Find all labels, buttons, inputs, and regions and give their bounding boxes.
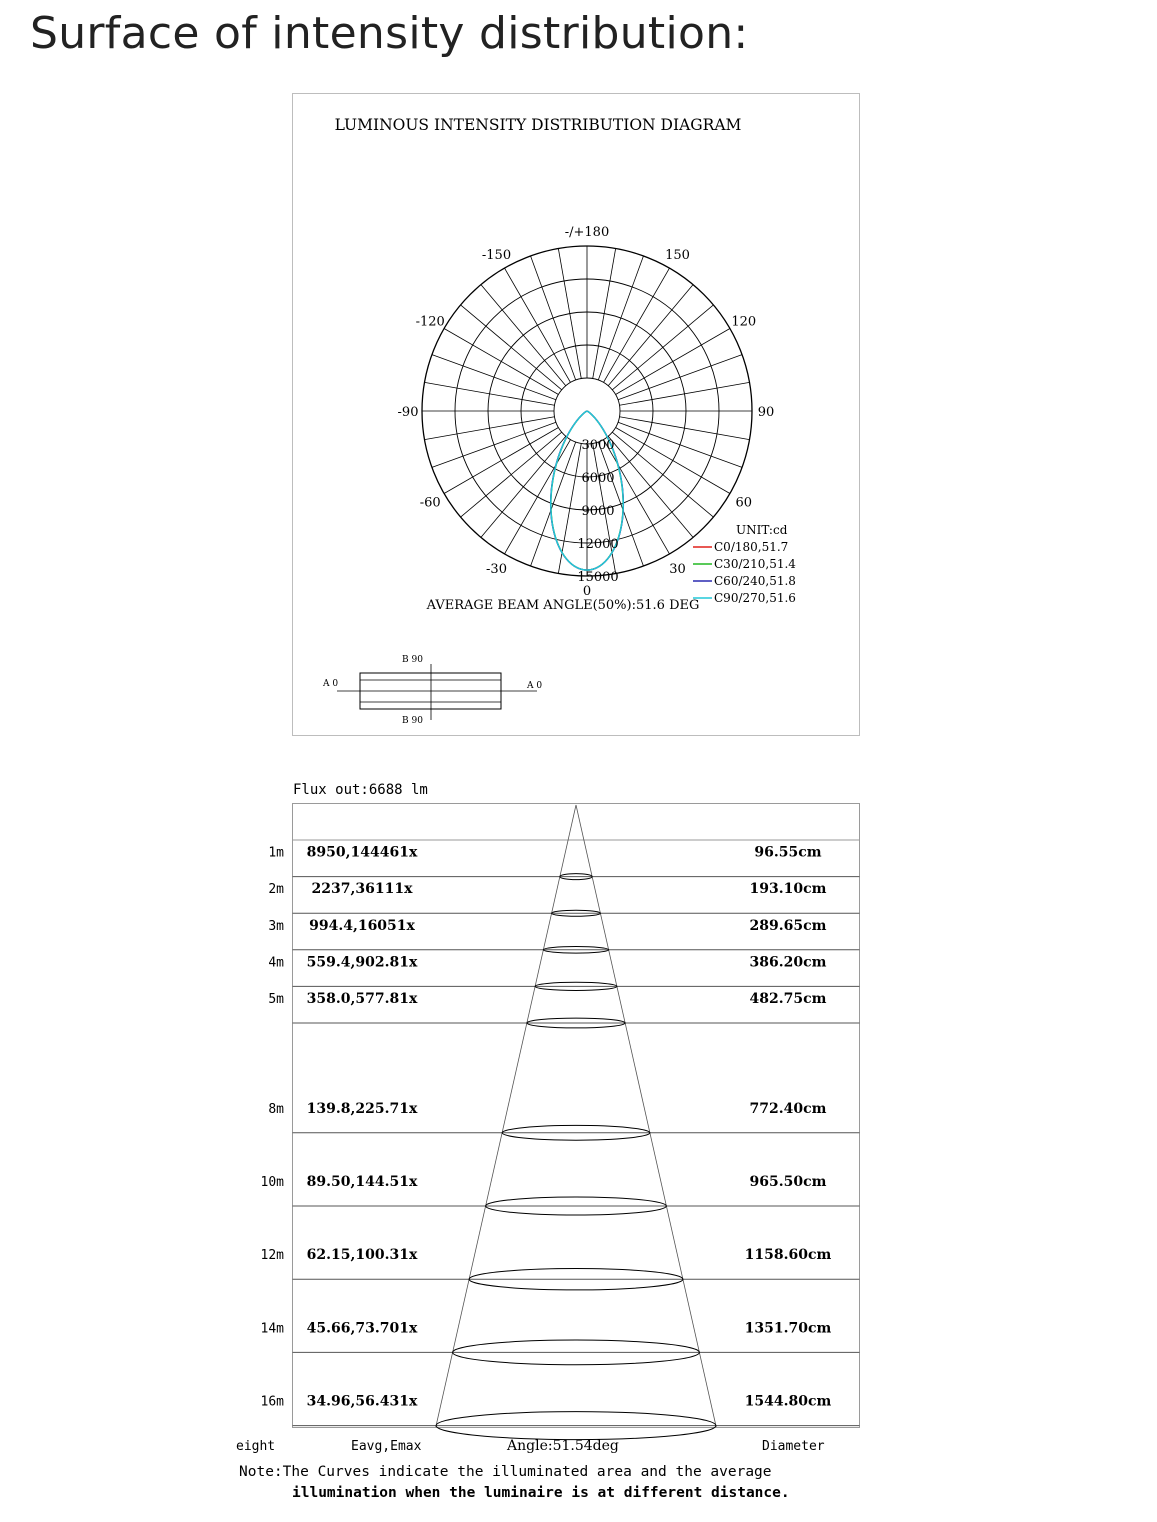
footer-height-label: eight xyxy=(236,1439,276,1454)
polar-spoke xyxy=(612,305,713,390)
table-row-height: 2m xyxy=(268,882,284,898)
table-row-height: 1m xyxy=(268,845,284,861)
table-row-height: 3m xyxy=(268,918,284,934)
polar-angle-label: 150 xyxy=(665,248,690,264)
table-row-height: 8m xyxy=(268,1101,284,1117)
table-row-illuminance: 2237,36111x xyxy=(311,881,413,898)
polar-angle-label: 60 xyxy=(735,495,753,511)
polar-spoke xyxy=(558,249,581,379)
polar-spoke xyxy=(461,432,562,517)
table-row-illuminance: 8950,144461x xyxy=(306,844,418,861)
legend-entry: C90/270,51.6 xyxy=(714,591,796,605)
polar-angle-label: -60 xyxy=(419,495,441,511)
page-title: Surface of intensity distribution: xyxy=(30,8,749,59)
cone-edge-right xyxy=(576,805,716,1427)
table-row-illuminance: 89.50,144.51x xyxy=(306,1174,418,1190)
polar-spoke xyxy=(425,382,555,405)
polar-angle-label: 30 xyxy=(669,561,686,577)
table-row-height: 10m xyxy=(260,1175,284,1190)
polar-spoke xyxy=(558,443,581,573)
note-line-2: illumination when the luminaire is at different distance. xyxy=(292,1485,790,1501)
polar-angle-label: -150 xyxy=(481,248,512,264)
polar-spoke xyxy=(481,285,566,386)
polar-spoke xyxy=(604,268,670,382)
polar-radial-tick: 3000 xyxy=(581,438,615,453)
table-row-height: 12m xyxy=(260,1248,284,1264)
polar-spoke xyxy=(531,256,576,380)
unit-label: UNIT:cd xyxy=(736,523,788,537)
polar-spoke xyxy=(608,285,693,386)
polar-radial-tick: 9000 xyxy=(581,504,615,519)
polar-title: LUMINOUS INTENSITY DISTRIBUTION DIAGRAM xyxy=(334,116,742,134)
b90-top-label: B 90 xyxy=(402,655,423,665)
polar-angle-label: -30 xyxy=(486,561,507,577)
flux-out-label: Flux out:6688 lm xyxy=(293,782,428,798)
polar-frame xyxy=(293,94,860,736)
polar-spoke xyxy=(505,440,571,554)
table-row-illuminance: 34.96,56.431x xyxy=(306,1393,418,1410)
polar-spoke xyxy=(444,428,558,494)
beam-angle-text: AVERAGE BEAM ANGLE(50%):51.6 DEG xyxy=(426,598,700,613)
polar-spoke xyxy=(616,329,730,395)
table-row-height: 4m xyxy=(268,955,284,971)
table-row-illuminance: 62.15,100.31x xyxy=(306,1247,418,1264)
footer-diameter-label: Diameter xyxy=(762,1439,825,1454)
table-row-illuminance: 559.4,902.81x xyxy=(306,954,418,971)
table-row-diameter: 96.55cm xyxy=(754,844,822,861)
polar-spoke xyxy=(598,256,643,380)
orientation-diagram xyxy=(322,655,542,726)
table-row-illuminance: 45.66,73.701x xyxy=(306,1320,418,1337)
polar-spoke xyxy=(619,417,749,440)
polar-spoke xyxy=(444,329,558,395)
polar-angle-label: 90 xyxy=(757,405,775,420)
table-row-height: 14m xyxy=(260,1321,284,1337)
polar-spoke xyxy=(432,355,556,400)
polar-spoke xyxy=(608,436,693,537)
footer-illum-label: Eavg,Emax xyxy=(351,1439,422,1454)
polar-radial-tick: 6000 xyxy=(581,471,615,486)
polar-spoke xyxy=(618,355,742,400)
a0-left-label: A 0 xyxy=(323,679,339,689)
polar-angle-label: -120 xyxy=(415,314,445,330)
polar-ring xyxy=(554,378,620,444)
cone-edge-left xyxy=(436,805,576,1427)
footer-angle-label: Angle:51.54deg xyxy=(507,1438,619,1454)
legend-entry: C0/180,51.7 xyxy=(714,540,789,554)
polar-angle-label: 120 xyxy=(731,314,757,330)
table-row-height: 5m xyxy=(268,992,284,1007)
table-row-illuminance: 994.4,16051x xyxy=(309,917,415,934)
table-row-height: 16m xyxy=(260,1394,284,1410)
beam-cone xyxy=(436,805,716,1427)
polar-spoke xyxy=(612,432,713,517)
table-row-illuminance: 139.8,225.71x xyxy=(306,1100,418,1117)
polar-spoke xyxy=(618,422,742,467)
table-row-diameter: 482.75cm xyxy=(749,991,827,1007)
a0-right-label: A 0 xyxy=(527,681,543,691)
polar-spoke xyxy=(425,417,555,440)
polar-spoke xyxy=(593,249,616,379)
polar-angle-label: -/+180 xyxy=(564,225,610,240)
table-row-diameter: 1351.70cm xyxy=(744,1320,832,1337)
polar-grid xyxy=(419,246,752,576)
b90-bottom-label: B 90 xyxy=(402,716,423,726)
table-row-diameter: 1158.60cm xyxy=(744,1247,832,1264)
legend-entry: C60/240,51.8 xyxy=(714,574,796,588)
table-row-diameter: 772.40cm xyxy=(749,1100,827,1117)
legend xyxy=(693,540,796,605)
polar-spoke xyxy=(531,442,576,566)
table-row-illuminance: 358.0,577.81x xyxy=(306,991,418,1007)
legend-entry: C30/210,51.4 xyxy=(714,557,796,571)
table-row-diameter: 386.20cm xyxy=(749,954,827,971)
polar-radial-tick: 15000 xyxy=(577,570,619,585)
polar-angle-label: 0 xyxy=(582,584,592,599)
note-line-1: Note:The Curves indicate the illuminated area and the average xyxy=(239,1464,772,1480)
polar-spoke xyxy=(481,436,566,537)
polar-radial-tick: 12000 xyxy=(577,537,619,552)
polar-spoke xyxy=(505,268,571,382)
polar-spoke xyxy=(461,305,562,390)
polar-spoke xyxy=(616,428,730,494)
table-rows xyxy=(261,845,860,1440)
table-row-diameter: 965.50cm xyxy=(749,1174,827,1190)
polar-angle-label: -90 xyxy=(397,405,419,420)
table-row-diameter: 193.10cm xyxy=(749,881,827,898)
polar-spoke xyxy=(619,382,749,405)
table-row-diameter: 1544.80cm xyxy=(744,1393,832,1410)
polar-spoke xyxy=(432,422,556,467)
table-row-diameter: 289.65cm xyxy=(749,917,827,934)
